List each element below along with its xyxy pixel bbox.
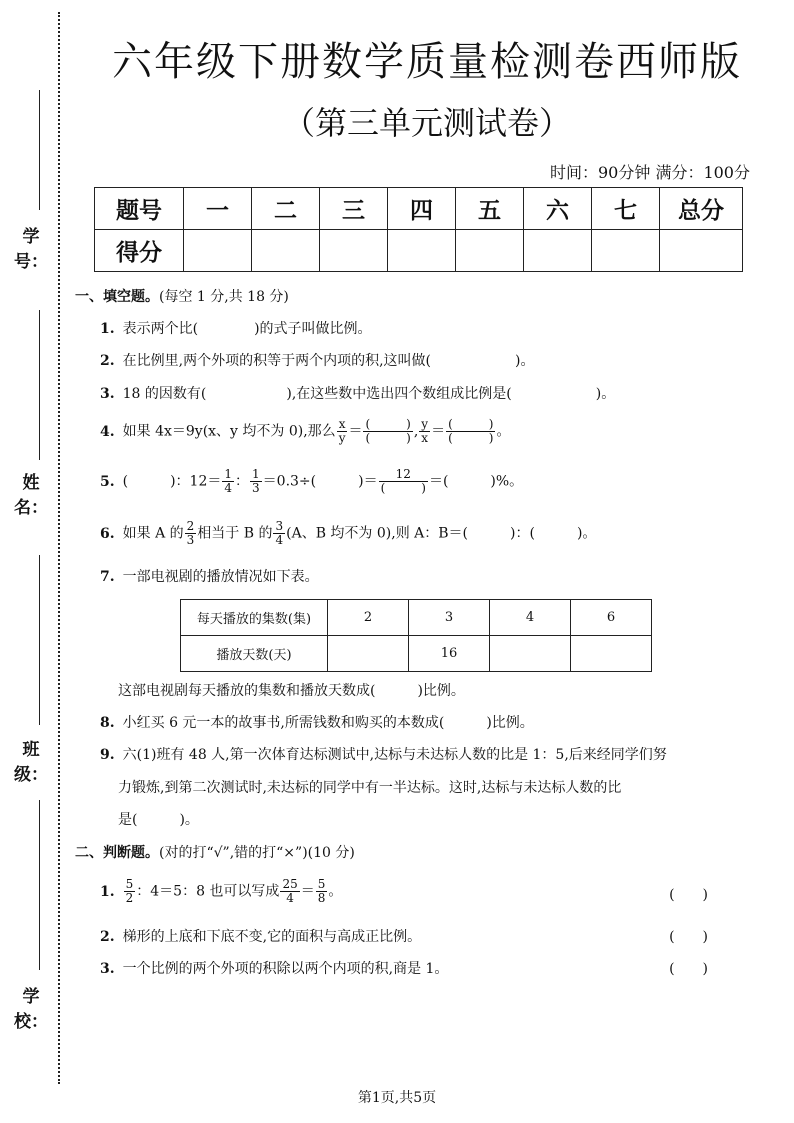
- question-text: 如果 A 的: [122, 525, 184, 542]
- page-subtitle: （第三单元测试卷）: [282, 104, 571, 142]
- question-text: 在比例里,两个外项的积等于两个内项的积,这叫做(: [122, 353, 431, 369]
- score-cell[interactable]: [456, 230, 524, 272]
- question-text: ),在这些数中选出四个数组成比例是(: [286, 386, 512, 402]
- denominator: ( ): [365, 431, 411, 445]
- table-cell-blank[interactable]: [490, 636, 571, 672]
- score-header-cell: 五: [456, 188, 524, 230]
- table-cell: 6: [571, 600, 652, 636]
- score-header-cell: 总分: [660, 188, 743, 230]
- question-text: 相当于 B 的: [197, 525, 273, 542]
- question-1-5: [100, 468, 523, 495]
- question-1-3: [100, 383, 615, 403]
- question-1-7-followup: 这部电视剧每天播放的集数和播放天数成( )比例。: [118, 683, 465, 699]
- score-table-score-row: [95, 230, 743, 272]
- denominator: x: [421, 431, 429, 445]
- question-1-7: [100, 566, 319, 586]
- judgement-box[interactable]: ( ): [669, 929, 708, 945]
- fraction-25-over-4: [280, 878, 299, 905]
- denominator: y: [338, 431, 346, 445]
- score-cell[interactable]: [184, 230, 252, 272]
- score-cell[interactable]: [660, 230, 743, 272]
- question-2-3: [100, 958, 448, 978]
- score-table-header-row: [95, 188, 743, 230]
- numerator: ( ): [448, 417, 494, 431]
- score-table: [94, 187, 743, 272]
- question-text: ：4＝5：8 也可以写成: [136, 883, 280, 900]
- denominator: 2: [125, 891, 134, 905]
- question-1-6: [100, 520, 596, 547]
- answer-fraction[interactable]: [446, 418, 495, 445]
- student-no-label: 学号：: [14, 227, 48, 272]
- period: 。: [496, 423, 511, 440]
- question-1-9: [100, 744, 667, 764]
- question-1-1: [100, 318, 372, 338]
- fraction-one-third: [250, 468, 262, 495]
- question-text: 一个比例的两个外项的积除以两个内项的积,商是 1。: [122, 961, 449, 977]
- table-cell-blank[interactable]: [571, 636, 652, 672]
- denominator: 4: [286, 891, 294, 905]
- question-number: 8.: [100, 715, 115, 731]
- score-cell[interactable]: [252, 230, 320, 272]
- answer-fraction[interactable]: [379, 468, 428, 495]
- score-cell[interactable]: [592, 230, 660, 272]
- question-text: 小红买 6 元一本的故事书,所需钱数和购买的本数成( )比例。: [122, 715, 534, 731]
- fraction-five-eighths: [316, 878, 328, 905]
- equals-sign: ＝: [348, 423, 363, 440]
- answer-fraction[interactable]: [363, 418, 412, 445]
- numerator: 25: [282, 877, 298, 891]
- question-2-2: [100, 926, 421, 946]
- score-cell[interactable]: [388, 230, 456, 272]
- equals-sign: ＝: [300, 883, 315, 900]
- fraction-x-over-y: [337, 418, 348, 445]
- judgement-box[interactable]: ( ): [669, 887, 708, 903]
- question-text: 六(1)班有 48 人,第一次体育达标测试中,达标与未达标人数的比是 1：5,后来经同学们努: [122, 747, 667, 763]
- denominator: 4: [224, 481, 233, 495]
- question-number: 2.: [100, 353, 115, 369]
- question-1-4: [100, 418, 510, 445]
- question-text: 梯形的上底和下底不变,它的面积与高成正比例。: [122, 929, 422, 945]
- table-row: [181, 636, 652, 672]
- name-line: [39, 310, 40, 460]
- question-1-9-line2: 力锻炼,到第二次测试时,未达标的同学中有一半达标。这时,达标与未达标人数的比: [118, 780, 622, 796]
- section2-title: 二、判断题。: [75, 845, 159, 861]
- question-1-9-line3: 是( )。: [118, 812, 199, 828]
- table-cell-blank[interactable]: [328, 636, 409, 672]
- score-header-cell: 四: [388, 188, 456, 230]
- page-footer: 第1页,共5页: [357, 1090, 437, 1106]
- denominator: 3: [252, 481, 260, 495]
- denominator: ( ): [448, 431, 494, 445]
- table-cell: 3: [409, 600, 490, 636]
- question-number: 1.: [100, 883, 115, 900]
- score-cell[interactable]: [524, 230, 592, 272]
- question-text: 如果 4x＝9y(x、y 均不为 0),那么: [122, 423, 336, 440]
- score-header-cell: 题号: [95, 188, 184, 230]
- numerator: 1: [252, 467, 260, 481]
- judgement-box[interactable]: ( ): [669, 961, 708, 977]
- question-text: ＝0.3÷( )＝: [262, 473, 378, 490]
- score-header-cell: 七: [592, 188, 660, 230]
- table-row-header: 播放天数(天): [181, 636, 328, 672]
- denominator: 3: [186, 533, 195, 547]
- question-text: )。: [515, 353, 535, 369]
- denominator: 4: [275, 533, 284, 547]
- numerator: 12: [379, 468, 428, 482]
- class-label: 班级：: [14, 740, 48, 785]
- question-text: ( )：12＝: [122, 473, 222, 490]
- table-row: [181, 600, 652, 636]
- score-header-cell: 六: [524, 188, 592, 230]
- section1-title: 一、填空题。: [75, 289, 159, 305]
- numerator: ( ): [365, 417, 411, 431]
- question-number: 7.: [100, 569, 115, 585]
- numerator: x: [338, 417, 346, 431]
- class-line: [39, 555, 40, 725]
- score-header-cell: 二: [252, 188, 320, 230]
- fraction-one-quarter: [222, 468, 234, 495]
- name-label: 姓名：: [14, 473, 48, 518]
- student-no-line: [39, 90, 40, 210]
- section1-heading: [75, 286, 289, 306]
- section2-note: (对的打“√”,错的打“×”)(10 分): [159, 845, 355, 861]
- page-title: 六年级下册数学质量检测卷西师版: [112, 39, 742, 85]
- tv-schedule-table: [180, 599, 652, 672]
- table-cell: 16: [409, 636, 490, 672]
- fraction-five-halves: [124, 878, 136, 905]
- table-cell: 2: [328, 600, 409, 636]
- fraction-three-quarters: [273, 520, 285, 547]
- denominator: 8: [317, 891, 326, 905]
- score-cell[interactable]: [320, 230, 388, 272]
- separator: ,: [413, 423, 419, 440]
- question-number: 9.: [100, 747, 115, 763]
- school-line: [39, 800, 40, 970]
- section2-heading: [75, 842, 355, 862]
- question-number: 1.: [100, 321, 115, 337]
- table-cell: 4: [490, 600, 571, 636]
- numerator: 2: [186, 519, 195, 533]
- question-number: 3.: [100, 961, 115, 977]
- table-row-header: 每天播放的集数(集): [181, 600, 328, 636]
- time-score-info: 时间：90分钟 满分：100分: [550, 163, 750, 182]
- fraction-y-over-x: [419, 418, 430, 445]
- question-1-2: [100, 350, 534, 370]
- question-text: 表示两个比(: [122, 321, 199, 337]
- score-header-cell: 三: [320, 188, 388, 230]
- score-row-label: 得分: [95, 230, 184, 272]
- question-text: )的式子叫做比例。: [254, 321, 372, 337]
- numerator: 5: [125, 877, 134, 891]
- question-text: 18 的因数有(: [122, 386, 207, 402]
- section1-note: (每空 1 分,共 18 分): [159, 289, 289, 305]
- question-number: 5.: [100, 473, 115, 490]
- question-number: 3.: [100, 386, 115, 402]
- binding-dashed-line: [58, 12, 60, 1084]
- question-1-8: [100, 712, 534, 732]
- question-number: 6.: [100, 525, 115, 542]
- numerator: 5: [317, 877, 326, 891]
- question-number: 4.: [100, 423, 115, 440]
- fraction-two-thirds: [185, 520, 197, 547]
- score-header-cell: 一: [184, 188, 252, 230]
- denominator: ( ): [380, 481, 426, 495]
- period: 。: [328, 883, 343, 900]
- question-text: 一部电视剧的播放情况如下表。: [122, 569, 319, 585]
- question-text: ：: [235, 473, 250, 490]
- question-number: 2.: [100, 929, 115, 945]
- question-text: )。: [595, 386, 616, 402]
- question-text: ＝( )%。: [428, 473, 524, 490]
- numerator: y: [421, 417, 429, 431]
- school-label: 学校：: [14, 987, 48, 1032]
- question-text: (A、B 均不为 0),则 A：B＝( )：( )。: [286, 525, 597, 542]
- question-2-1: [100, 878, 342, 905]
- numerator: 3: [275, 519, 284, 533]
- equals-sign: ＝: [431, 423, 446, 440]
- numerator: 1: [224, 467, 233, 481]
